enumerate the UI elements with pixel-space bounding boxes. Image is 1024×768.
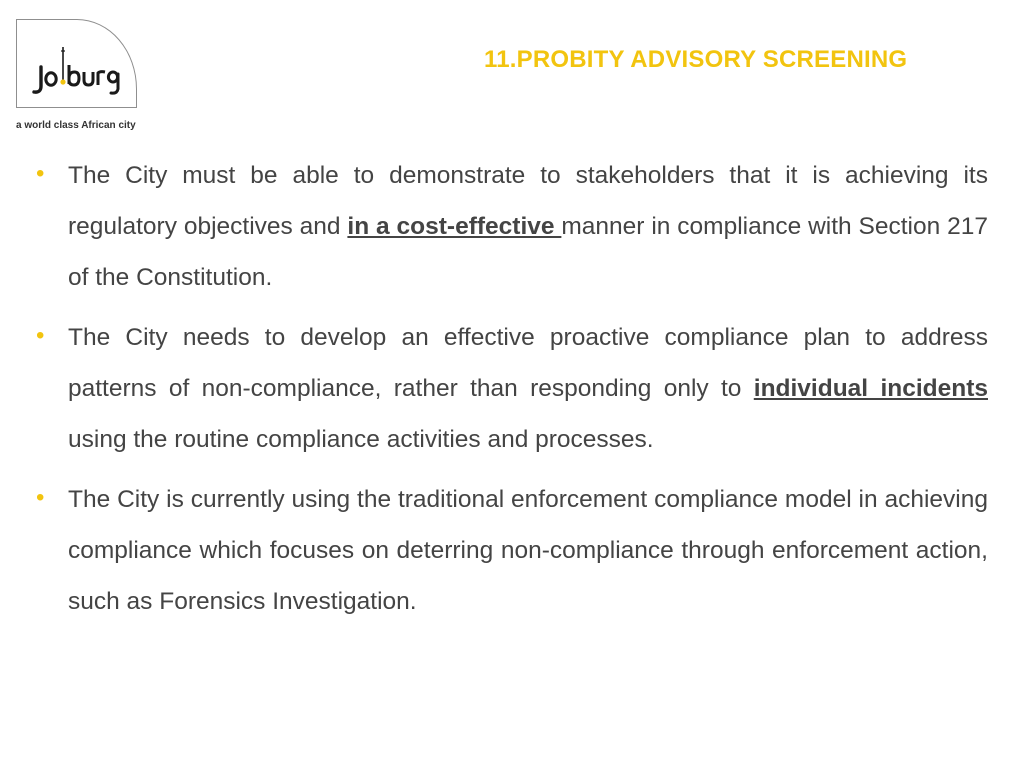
bullet-text: manner in compliance with Section 217 of the Constitution.: [68, 213, 989, 291]
bullet-emphasis: in a cost-effective: [347, 213, 562, 240]
joburg-logo: [16, 19, 137, 108]
bullet-text: using the routine compliance activities and processes.: [68, 426, 654, 453]
slide-title: 11.PROBITY ADVISORY SCREENING: [484, 46, 908, 73]
bullet-item: [34, 312, 988, 465]
bullet-list: [34, 150, 988, 636]
bullet-text: The City is currently using the traditional enforcement compliance model in achieving compliance which focuses on deterring non-compliance through enforcement action, such as Forensics Investigation.: [68, 486, 988, 615]
joburg-logo-mark: [17, 20, 137, 108]
bullet-dot-icon: •: [36, 160, 45, 187]
bullet-text: The City must be able to demonstrate to stakeholders that it is achieving its regulatory objectives and: [68, 162, 988, 240]
bullet-emphasis: individual incidents: [753, 375, 988, 402]
logo-tagline: a world class African city: [16, 120, 136, 131]
bullet-text: The City needs to develop an effective proactive compliance plan to address patterns of non-compliance, rather than responding only to: [68, 324, 988, 402]
bullet-item: [34, 150, 988, 303]
bullet-item: [34, 474, 988, 627]
bullet-dot-icon: •: [36, 484, 45, 511]
bullet-dot-icon: •: [36, 322, 45, 349]
